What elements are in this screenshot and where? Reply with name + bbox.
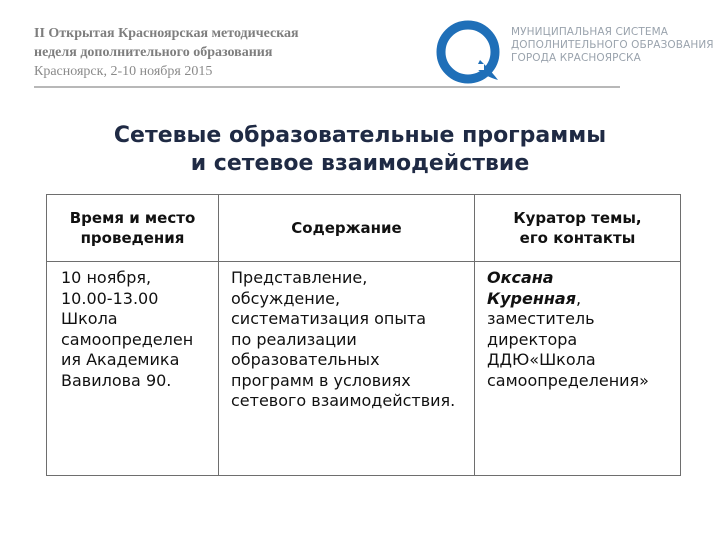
logo-caption bbox=[511, 26, 714, 65]
slide-title bbox=[0, 122, 720, 178]
event-dates: Красноярск, 2-10 ноября 2015 bbox=[34, 64, 213, 79]
header-content bbox=[219, 195, 475, 262]
header-curator-line2: его контакты bbox=[519, 229, 636, 247]
content-line: систематизация опыта bbox=[231, 309, 427, 328]
slide-title-line1: Сетевые образовательные программы bbox=[113, 123, 607, 148]
header-curator bbox=[475, 195, 681, 262]
header-time-place-line1: Время и место bbox=[69, 209, 196, 227]
municipal-logo-icon bbox=[436, 20, 500, 84]
time-place-line: самоопределен bbox=[61, 329, 194, 349]
content-line: программ в условиях bbox=[231, 370, 411, 390]
event-header bbox=[34, 24, 299, 81]
time-place-line: 10 ноября, bbox=[61, 268, 152, 287]
content-line: по реализации bbox=[231, 329, 357, 349]
table-header-row bbox=[47, 195, 681, 262]
cell-curator bbox=[475, 262, 681, 476]
time-place-line: 10.00-13.00 bbox=[61, 288, 159, 308]
cell-content bbox=[219, 262, 475, 476]
header-time-place-line2: проведения bbox=[80, 229, 185, 247]
content-line: образовательных bbox=[231, 350, 380, 369]
logo-caption-line2: ДОПОЛНИТЕЛЬНОГО ОБРАЗОВАНИЯ bbox=[511, 39, 714, 51]
table-row bbox=[47, 262, 681, 476]
content-line: обсуждение, bbox=[231, 288, 341, 308]
logo-caption-line3: ГОРОДА КРАСНОЯРСКА bbox=[511, 52, 641, 64]
content-line: Представление, bbox=[231, 268, 368, 287]
cell-time-place bbox=[47, 262, 219, 476]
event-title-line1: II Открытая Красноярская методическая bbox=[34, 26, 299, 41]
slide-title-line2: и сетевое взаимодействие bbox=[190, 151, 530, 176]
curator-line: директора bbox=[487, 329, 578, 349]
schedule-table bbox=[46, 194, 681, 476]
curator-last-name: Куренная bbox=[487, 288, 576, 308]
time-place-line: Школа bbox=[61, 309, 118, 328]
curator-line: ДДЮ«Школа bbox=[487, 350, 596, 369]
header-time-place bbox=[47, 195, 219, 262]
event-title-line2: неделя дополнительного образования bbox=[34, 45, 273, 60]
curator-comma: , bbox=[576, 288, 582, 308]
content-line: сетевого взаимодействия. bbox=[231, 391, 456, 410]
time-place-line: Вавилова 90. bbox=[61, 370, 172, 390]
curator-line: самоопределения» bbox=[487, 370, 649, 390]
time-place-line: ия Академика bbox=[61, 350, 180, 369]
header-content-label: Содержание bbox=[291, 219, 402, 237]
curator-first-name: Оксана bbox=[487, 268, 554, 287]
logo-caption-line1: МУНИЦИПАЛЬНАЯ СИСТЕМА bbox=[511, 26, 669, 38]
curator-line: заместитель bbox=[487, 309, 595, 328]
header-curator-line1: Куратор темы, bbox=[513, 209, 642, 227]
header-divider bbox=[34, 86, 620, 88]
